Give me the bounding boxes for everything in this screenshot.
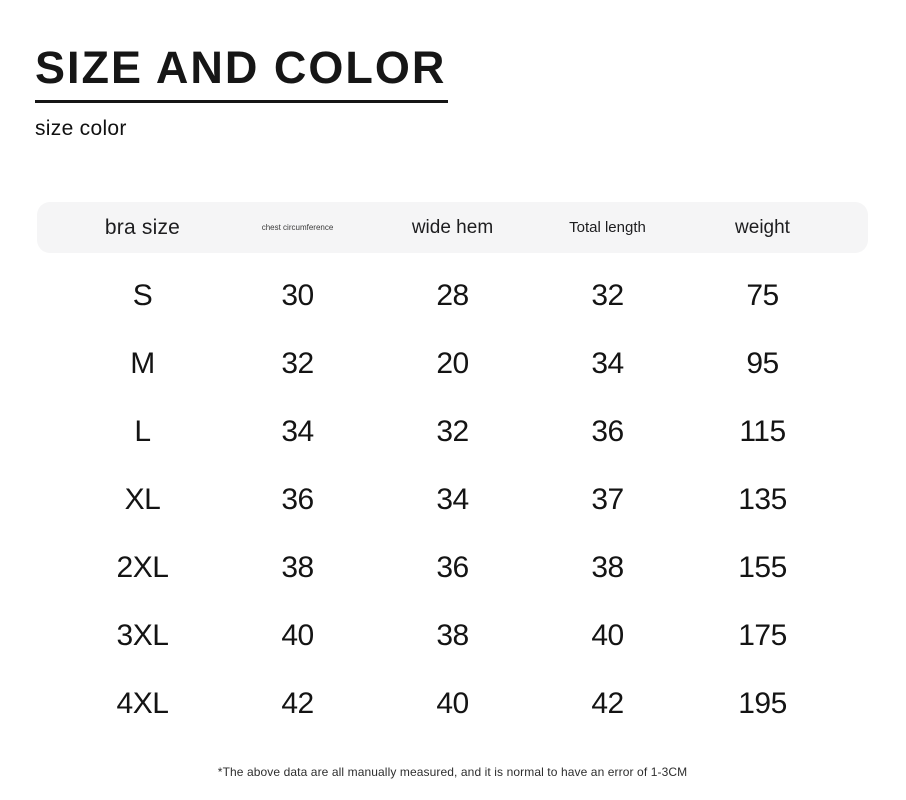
wide-hem-cell: 32 xyxy=(436,415,469,448)
chest-cell: 42 xyxy=(281,687,314,720)
weight-cell: 195 xyxy=(738,687,787,720)
wide-hem-cell: 20 xyxy=(436,347,469,380)
total-length-cell: 40 xyxy=(591,619,624,652)
column-header-total-length: Total length xyxy=(569,219,646,236)
table-row xyxy=(37,466,868,534)
chest-cell: 30 xyxy=(281,279,314,312)
total-length-cell: 38 xyxy=(591,551,624,584)
wide-hem-cell: 28 xyxy=(436,279,469,312)
size-label-cell: L xyxy=(134,415,151,448)
table-row xyxy=(37,262,868,330)
size-label-cell: S xyxy=(132,279,153,312)
table-row xyxy=(37,670,868,738)
table-row xyxy=(37,534,868,602)
size-table xyxy=(37,202,868,738)
measurement-disclaimer: *The above data are all manually measured, and it is normal to have an error of 1-3CM xyxy=(217,765,688,779)
total-length-cell: 36 xyxy=(591,415,624,448)
chest-cell: 38 xyxy=(281,551,314,584)
weight-cell: 135 xyxy=(738,483,787,516)
size-label-cell: M xyxy=(130,347,155,380)
size-label-cell: 2XL xyxy=(116,551,169,584)
wide-hem-cell: 36 xyxy=(436,551,469,584)
table-header-row xyxy=(37,202,868,253)
weight-cell: 175 xyxy=(738,619,787,652)
table-row xyxy=(37,602,868,670)
table-body xyxy=(37,262,868,738)
chest-cell: 36 xyxy=(281,483,314,516)
table-row xyxy=(37,330,868,398)
weight-cell: 155 xyxy=(738,551,787,584)
total-length-cell: 42 xyxy=(591,687,624,720)
wide-hem-cell: 34 xyxy=(436,483,469,516)
size-label-cell: XL xyxy=(124,483,161,516)
total-length-cell: 37 xyxy=(591,483,624,516)
heading-block xyxy=(35,42,448,141)
size-label-cell: 4XL xyxy=(116,687,169,720)
size-label-cell: 3XL xyxy=(116,619,169,652)
wide-hem-cell: 38 xyxy=(436,619,469,652)
table-row xyxy=(37,398,868,466)
total-length-cell: 34 xyxy=(591,347,624,380)
page-title: SIZE AND COLOR xyxy=(35,42,448,103)
weight-cell: 75 xyxy=(746,279,779,312)
column-header-chest-circumference: chest circumference xyxy=(261,223,334,232)
column-header-weight: weight xyxy=(735,216,790,238)
total-length-cell: 32 xyxy=(591,279,624,312)
wide-hem-cell: 40 xyxy=(436,687,469,720)
column-header-bra-size: bra size xyxy=(104,215,181,239)
page-subtitle: size color xyxy=(35,116,127,140)
weight-cell: 115 xyxy=(739,415,786,448)
chest-cell: 40 xyxy=(281,619,314,652)
chest-cell: 32 xyxy=(281,347,314,380)
weight-cell: 95 xyxy=(746,347,779,380)
column-header-wide-hem: wide hem xyxy=(411,216,494,238)
chest-cell: 34 xyxy=(281,415,314,448)
